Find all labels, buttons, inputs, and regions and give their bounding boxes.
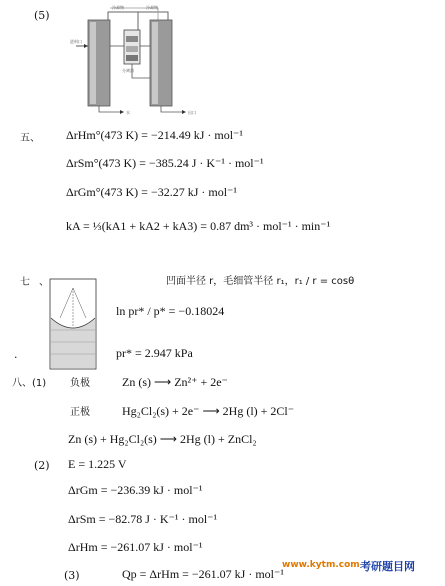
eq-negative: Zn (s) ⟶ Zn²⁺ + 2e⁻ bbox=[122, 375, 228, 389]
eq-total-reaction: Zn (s) + Hg₂Cl₂(s) ⟶ 2Hg (l) + ZnCl₂ bbox=[68, 432, 257, 446]
watermark-url: www.kytm.com bbox=[282, 560, 360, 570]
eq-emf: E = 1.225 V bbox=[68, 457, 127, 471]
eq-rate-constant: kA = ⅓(kA1 + kA2 + kA3) = 0.87 dm³ · mol⁻¹ · min⁻¹ bbox=[66, 219, 331, 233]
eq-delta-h-cell: ΔrHm = −261.07 kJ · mol⁻¹ bbox=[68, 540, 203, 554]
eq-positive: Hg₂Cl₂(s) + 2e⁻ ⟶ 2Hg (l) + 2Cl⁻ bbox=[122, 404, 295, 418]
part-ba-label: 八、(1) bbox=[12, 378, 47, 389]
eq-delta-g-cell: ΔrGm = −236.39 kJ · mol⁻¹ bbox=[68, 483, 203, 497]
fig-label-top-left: 冷却物 bbox=[112, 5, 124, 10]
eq-delta-s: ΔrSm°(473 K) = −385.24 J · K⁻¹ · mol⁻¹ bbox=[66, 156, 264, 170]
eq-delta-s-cell: ΔrSm = −82.78 J · K⁻¹ · mol⁻¹ bbox=[68, 512, 218, 526]
eq-delta-h: ΔrHm°(473 K) = −214.49 kJ · mol⁻¹ bbox=[66, 128, 243, 142]
eq-ln-ratio: ln pr* / p* = −0.18024 bbox=[116, 304, 225, 318]
part-qi-comma: 、 bbox=[39, 277, 49, 288]
watermark-name: 考研题目网 bbox=[360, 560, 415, 573]
eq-delta-g: ΔrGm°(473 K) = −32.27 kJ · mol⁻¹ bbox=[66, 185, 237, 199]
part-qi-dot: . bbox=[14, 348, 18, 361]
sub2-label: (2) bbox=[34, 459, 50, 472]
eq-pr: pr* = 2.947 kPa bbox=[116, 346, 193, 360]
fig-label-top-right: 冷却物 bbox=[146, 5, 158, 10]
negative-electrode-label: 负极 bbox=[70, 378, 90, 389]
fig-label-bottom-right: 出口 bbox=[188, 110, 196, 115]
capillary-note: 凹面半径 r，毛细管半径 r₁，r₁ / r = cosθ bbox=[166, 276, 355, 287]
part-qi-label: 七 bbox=[20, 277, 30, 288]
fig-label-separator: 分离器 bbox=[122, 68, 134, 73]
fig-label-left-in: 进料口 bbox=[70, 39, 82, 44]
part-wu-label: 五、 bbox=[20, 133, 40, 144]
sub3-label: (3) bbox=[64, 569, 80, 582]
eq-qp: Qp = ΔrHm = −261.07 kJ · mol⁻¹ bbox=[122, 567, 284, 581]
part5-label: (5) bbox=[34, 9, 50, 22]
fig-label-bottom-mid: 水 bbox=[126, 110, 130, 115]
positive-electrode-label: 正极 bbox=[70, 407, 90, 418]
